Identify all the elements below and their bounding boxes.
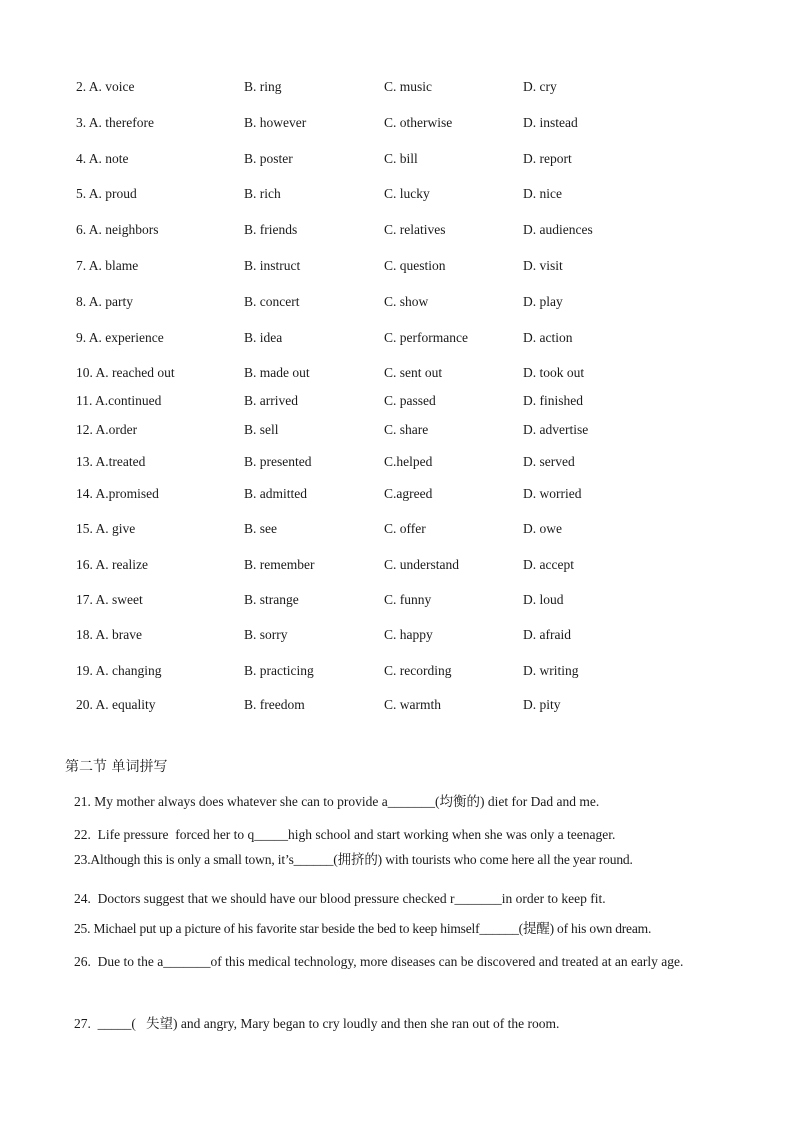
option-d: D. instead [523,115,578,130]
option-a: 3. A. therefore [76,115,154,130]
option-row [0,420,794,440]
option-a: 5. A. proud [76,186,137,201]
option-d: D. finished [523,393,583,408]
option-d: D. afraid [523,627,571,642]
option-b: B. concert [244,294,300,309]
option-a: 11. A.continued [76,393,162,408]
question-21: 21. My mother always does whatever she can to provide a_______(均衡的) diet for Dad and me. [74,794,600,809]
option-c: C. sent out [384,365,443,380]
option-a: 7. A. blame [76,258,139,273]
option-c: C. warmth [384,697,441,712]
question-23: 23.Although this is only a small town, it’s______(拥挤的) with tourists who come here all the year round. [74,852,633,867]
option-a: 17. A. sweet [76,592,143,607]
option-c: C. share [384,422,429,437]
option-row [0,695,794,715]
option-row [0,391,794,411]
option-row [0,519,794,539]
option-c: C. offer [384,521,426,536]
option-row [0,555,794,575]
option-d: D. worried [523,486,582,501]
option-b: B. admitted [244,486,307,501]
option-b: B. ring [244,79,282,94]
option-row [0,292,794,312]
option-d: D. served [523,454,575,469]
option-a: 15. A. give [76,521,136,536]
option-b: B. freedom [244,697,305,712]
option-c: C. performance [384,330,468,345]
option-a: 19. A. changing [76,663,162,678]
question-25: 25. Michael put up a picture of his favorite star beside the bed to keep himself______(提醒) of his own dream. [74,921,652,936]
option-a: 13. A.treated [76,454,146,469]
option-a: 8. A. party [76,294,133,309]
question-26: 26. Due to the a_______of this medical technology, more diseases can be discovered and treated at an early age. [74,954,684,969]
option-row [0,184,794,204]
option-row [0,220,794,240]
option-b: B. rich [244,186,281,201]
option-b: B. presented [244,454,312,469]
option-b: B. sell [244,422,279,437]
option-b: B. arrived [244,393,298,408]
option-c: C. show [384,294,429,309]
option-c: C. understand [384,557,459,572]
option-a: 10. A. reached out [76,365,175,380]
option-d: D. took out [523,365,585,380]
option-b: B. poster [244,151,293,166]
option-row [0,77,794,97]
option-b: B. idea [244,330,283,345]
option-row [0,625,794,645]
option-b: B. however [244,115,307,130]
option-row [0,452,794,472]
option-c: C. relatives [384,222,446,237]
option-d: D. play [523,294,563,309]
option-d: D. nice [523,186,562,201]
option-d: D. action [523,330,573,345]
option-d: D. report [523,151,572,166]
option-row [0,328,794,348]
option-a: 20. A. equality [76,697,156,712]
option-d: D. accept [523,557,574,572]
option-b: B. see [244,521,277,536]
option-d: D. writing [523,663,579,678]
question-27: 27. _____( 失望) and angry, Mary began to cry loudly and then she ran out of the room. [74,1016,560,1031]
option-row [0,113,794,133]
option-b: B. remember [244,557,315,572]
option-a: 18. A. brave [76,627,142,642]
option-c: C.helped [384,454,433,469]
option-d: D. pity [523,697,561,712]
option-d: D. cry [523,79,557,94]
option-b: B. made out [244,365,310,380]
option-a: 12. A.order [76,422,138,437]
option-c: C. otherwise [384,115,453,130]
option-d: D. owe [523,521,562,536]
option-d: D. visit [523,258,563,273]
option-a: 6. A. neighbors [76,222,159,237]
option-c: C. recording [384,663,452,678]
option-c: C. bill [384,151,418,166]
option-b: B. strange [244,592,299,607]
option-row [0,590,794,610]
option-b: B. practicing [244,663,314,678]
option-row [0,256,794,276]
option-a: 14. A.promised [76,486,159,501]
option-c: C. question [384,258,446,273]
option-b: B. friends [244,222,298,237]
option-d: D. loud [523,592,564,607]
option-row [0,363,794,383]
option-a: 16. A. realize [76,557,148,572]
option-d: D. audiences [523,222,593,237]
option-c: C. lucky [384,186,430,201]
option-a: 2. A. voice [76,79,135,94]
option-b: B. sorry [244,627,288,642]
section-title: 第二节 单词拼写 [65,759,168,775]
option-c: C. passed [384,393,436,408]
question-22: 22. Life pressure forced her to q_____high school and start working when she was only a teenager. [74,827,616,842]
option-a: 9. A. experience [76,330,164,345]
option-row [0,661,794,681]
option-a: 4. A. note [76,151,129,166]
option-c: C.agreed [384,486,433,501]
option-c: C. music [384,79,433,94]
option-c: C. happy [384,627,433,642]
option-c: C. funny [384,592,432,607]
option-d: D. advertise [523,422,589,437]
question-24: 24. Doctors suggest that we should have our blood pressure checked r_______in order to keep fit. [74,891,606,906]
option-row [0,484,794,504]
option-b: B. instruct [244,258,301,273]
option-row [0,149,794,169]
